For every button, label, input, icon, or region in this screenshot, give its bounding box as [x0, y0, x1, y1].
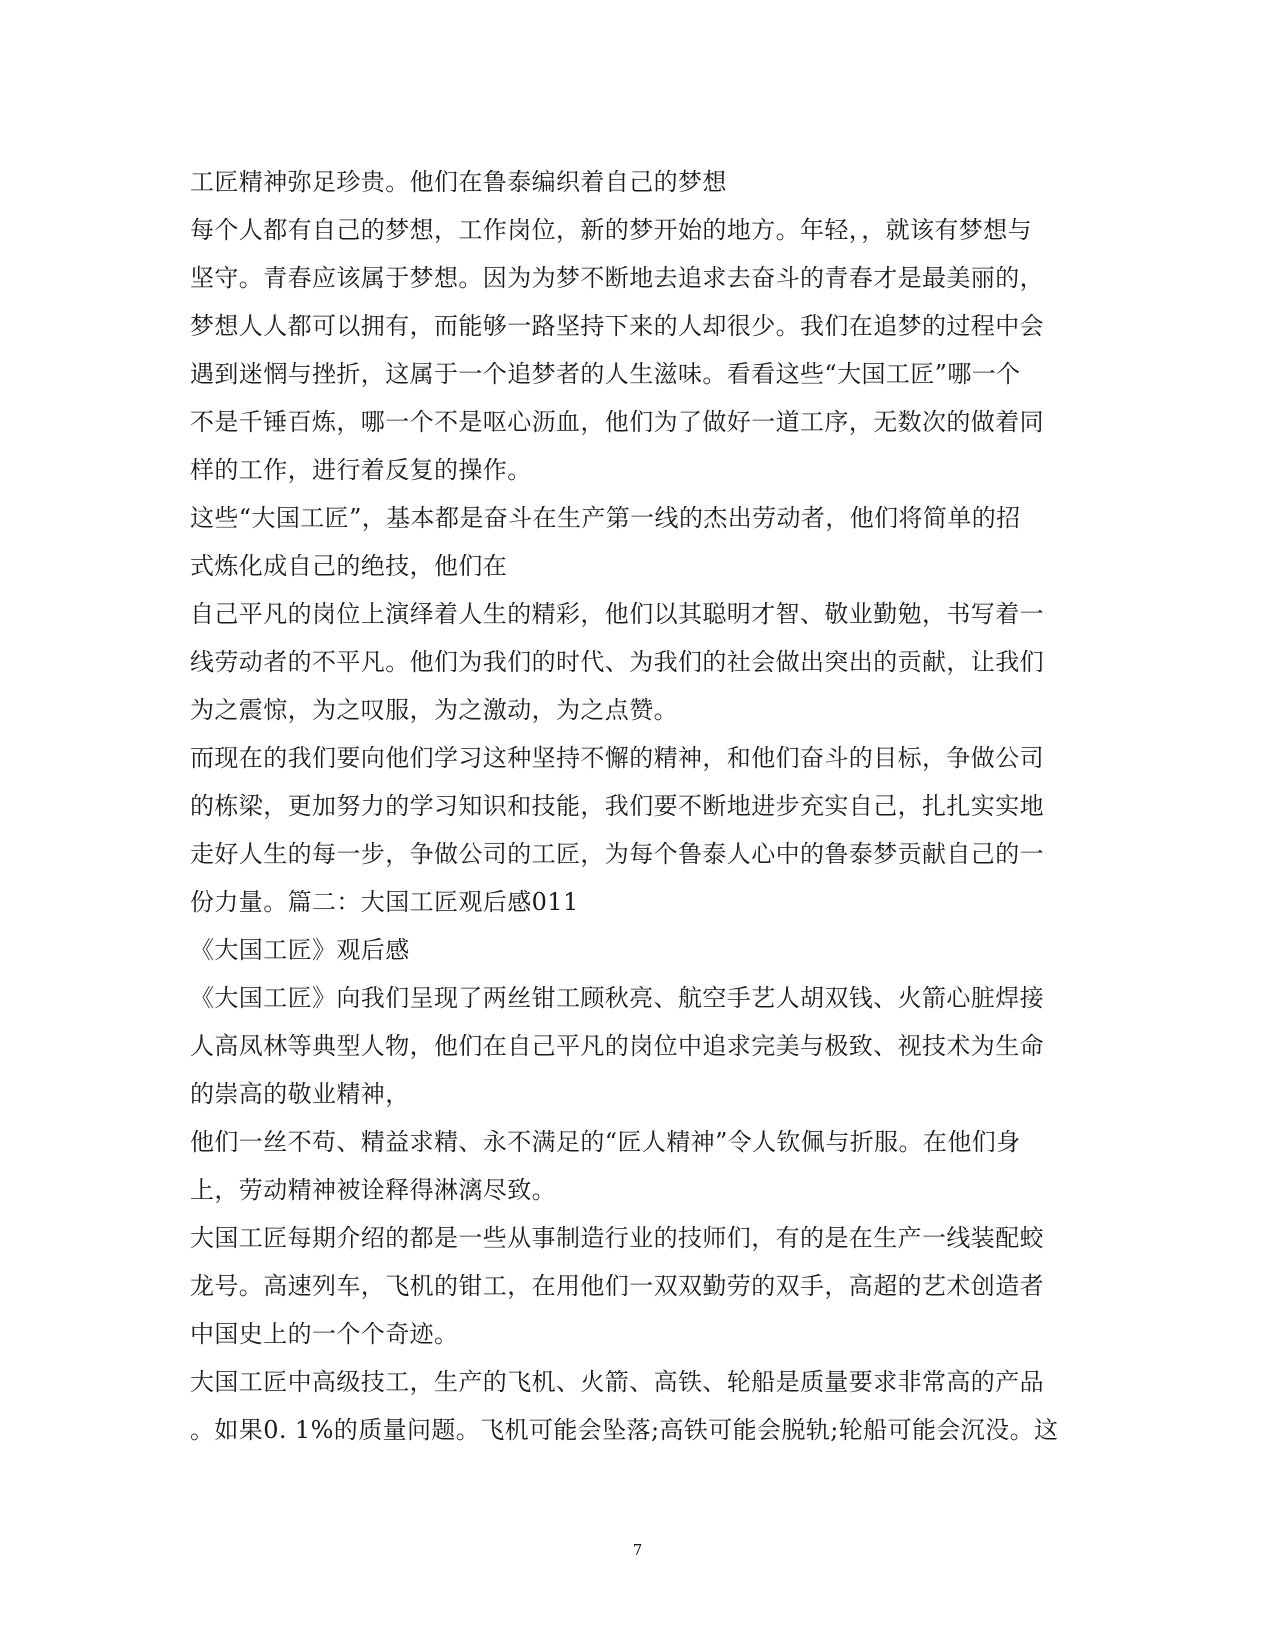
text-line: 样的工作，进行着反复的操作。 — [190, 456, 532, 484]
text-line: 坚守。青春应该属于梦想。因为为梦不断地去追求去奋斗的青春才是最美丽的， — [190, 264, 1044, 292]
text-line: 自己平凡的岗位上演绎着人生的精彩，他们以其聪明才智、敬业勤勉，书写着一 — [190, 600, 1044, 628]
body-text — [190, 158, 1070, 1454]
text-line: 《大国工匠》向我们呈现了两丝钳工顾秋亮、航空手艺人胡双钱、火箭心脏焊接 — [190, 984, 1044, 1012]
text-line: 份力量。篇二：大国工匠观后感011 — [190, 888, 579, 916]
text-line: 上，劳动精神被诠释得淋漓尽致。 — [190, 1176, 556, 1204]
page-number: 7 — [632, 1541, 643, 1559]
text-line: 梦想人人都可以拥有，而能够一路坚持下来的人却很少。我们在追梦的过程中会 — [190, 312, 1044, 340]
text-line: 大国工匠每期介绍的都是一些从事制造行业的技师们，有的是在生产一线装配蛟 — [190, 1224, 1044, 1252]
text-line: 工匠精神弥足珍贵。他们在鲁泰编织着自己的梦想 — [190, 168, 727, 196]
text-line: 。如果0. 1%的质量问题。飞机可能会坠落;高铁可能会脱轨;轮船可能会沉没。这 — [190, 1416, 1059, 1444]
text-line: 式炼化成自己的绝技，他们在 — [190, 552, 508, 580]
text-line: 不是千锤百炼，哪一个不是呕心沥血，他们为了做好一道工序，无数次的做着同 — [190, 408, 1044, 436]
text-line: 的崇高的敬业精神， — [190, 1080, 410, 1108]
text-line: 每个人都有自己的梦想，工作岗位，新的梦开始的地方。年轻，，就该有梦想与 — [190, 216, 1032, 244]
text-line: 线劳动者的不平凡。他们为我们的时代、为我们的社会做出突出的贡献，让我们 — [190, 648, 1044, 676]
text-line: 中国史上的一个个奇迹。 — [190, 1320, 459, 1348]
text-line: 人高凤林等典型人物，他们在自己平凡的岗位中追求完美与极致、视技术为生命 — [190, 1032, 1044, 1060]
text-line: 龙号。高速列车，飞机的钳工，在用他们一双双勤劳的双手，高超的艺术创造者 — [190, 1272, 1044, 1300]
text-line: 走好人生的每一步，争做公司的工匠，为每个鲁泰人心中的鲁泰梦贡献自己的一 — [190, 840, 1044, 868]
text-line: 遇到迷惘与挫折，这属于一个追梦者的人生滋味。看看这些“大国工匠”哪一个 — [190, 360, 1021, 388]
text-line: 为之震惊，为之叹服，为之激动，为之点赞。 — [190, 696, 678, 724]
text-line: 他们一丝不苟、精益求精、永不满足的“匠人精神”令人钦佩与折服。在他们身 — [190, 1128, 1021, 1156]
text-line: 这些“大国工匠”，基本都是奋斗在生产第一线的杰出劳动者，他们将简单的招 — [190, 504, 1021, 532]
section-title: 《大国工匠》观后感 — [190, 936, 410, 964]
text-line: 大国工匠中高级技工，生产的飞机、火箭、高铁、轮船是质量要求非常高的产品 — [190, 1368, 1044, 1396]
text-line: 的栋梁，更加努力的学习知识和技能，我们要不断地进步充实自己，扎扎实实地 — [190, 792, 1044, 820]
text-line: 而现在的我们要向他们学习这种坚持不懈的精神，和他们奋斗的目标，争做公司 — [190, 744, 1044, 772]
